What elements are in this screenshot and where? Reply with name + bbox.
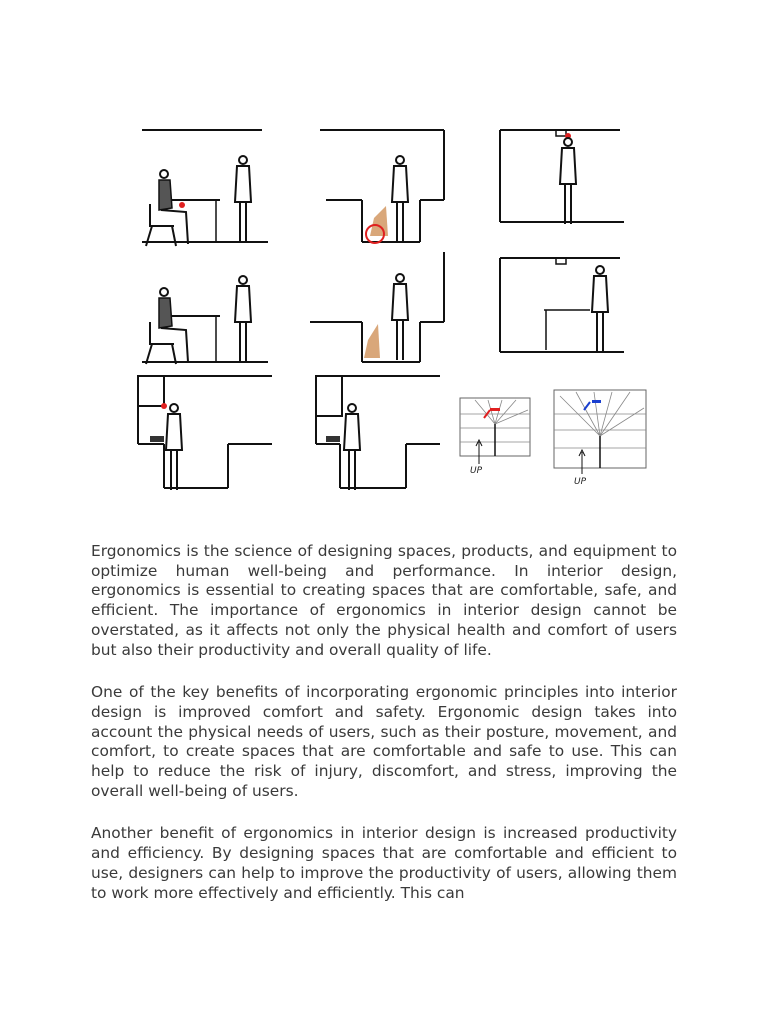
- stair-plan-right: [554, 390, 646, 487]
- panel-toe-kick-2: [310, 252, 444, 362]
- paragraph-1: Ergonomics is the science of designing spaces, products, and equipment to optimize human well-being and performance. In interior design, ergonomics is essential to creating spaces that are comfortable, safe, and efficient. The importance of ergonomics in interior design cannot be overstated, as it affects not only the physical health and comfort of users but also their productivity and overall quality of life.: [91, 542, 677, 659]
- stair-plan-left: [460, 398, 530, 476]
- up-label-right: UP: [574, 477, 587, 487]
- article-body: [91, 542, 677, 926]
- panel-upper-cabinet-2: [316, 376, 440, 490]
- up-label-left: UP: [470, 466, 483, 476]
- panel-head-clearance: [500, 130, 624, 224]
- panel-seated-desk: [142, 130, 268, 246]
- paragraph-2: One of the key benefits of incorporating ergonomic principles into interior design is improved comfort and safety. Ergonomic design takes into account the physical needs of users, such as their posture, movement, and comfort, to create spaces that are comfortable and safe to use. This can help to reduce the risk of injury, discomfort, and stress, improving the overall well-being of users.: [91, 683, 677, 800]
- panel-head-clearance-2: [500, 258, 624, 352]
- ergonomics-sketch-figure: [130, 118, 660, 498]
- paragraph-3: Another benefit of ergonomics in interior design is increased productivity and efficiency. By designing spaces that are comfortable and efficient to use, designers can help to improve the productivity of users, allowing them to work more effectively and efficiently. This can: [91, 824, 677, 902]
- panel-seated-desk-2: [142, 276, 268, 364]
- sketch-svg: [130, 118, 660, 498]
- panel-upper-cabinet: [138, 376, 272, 490]
- panel-toe-kick: [320, 130, 444, 243]
